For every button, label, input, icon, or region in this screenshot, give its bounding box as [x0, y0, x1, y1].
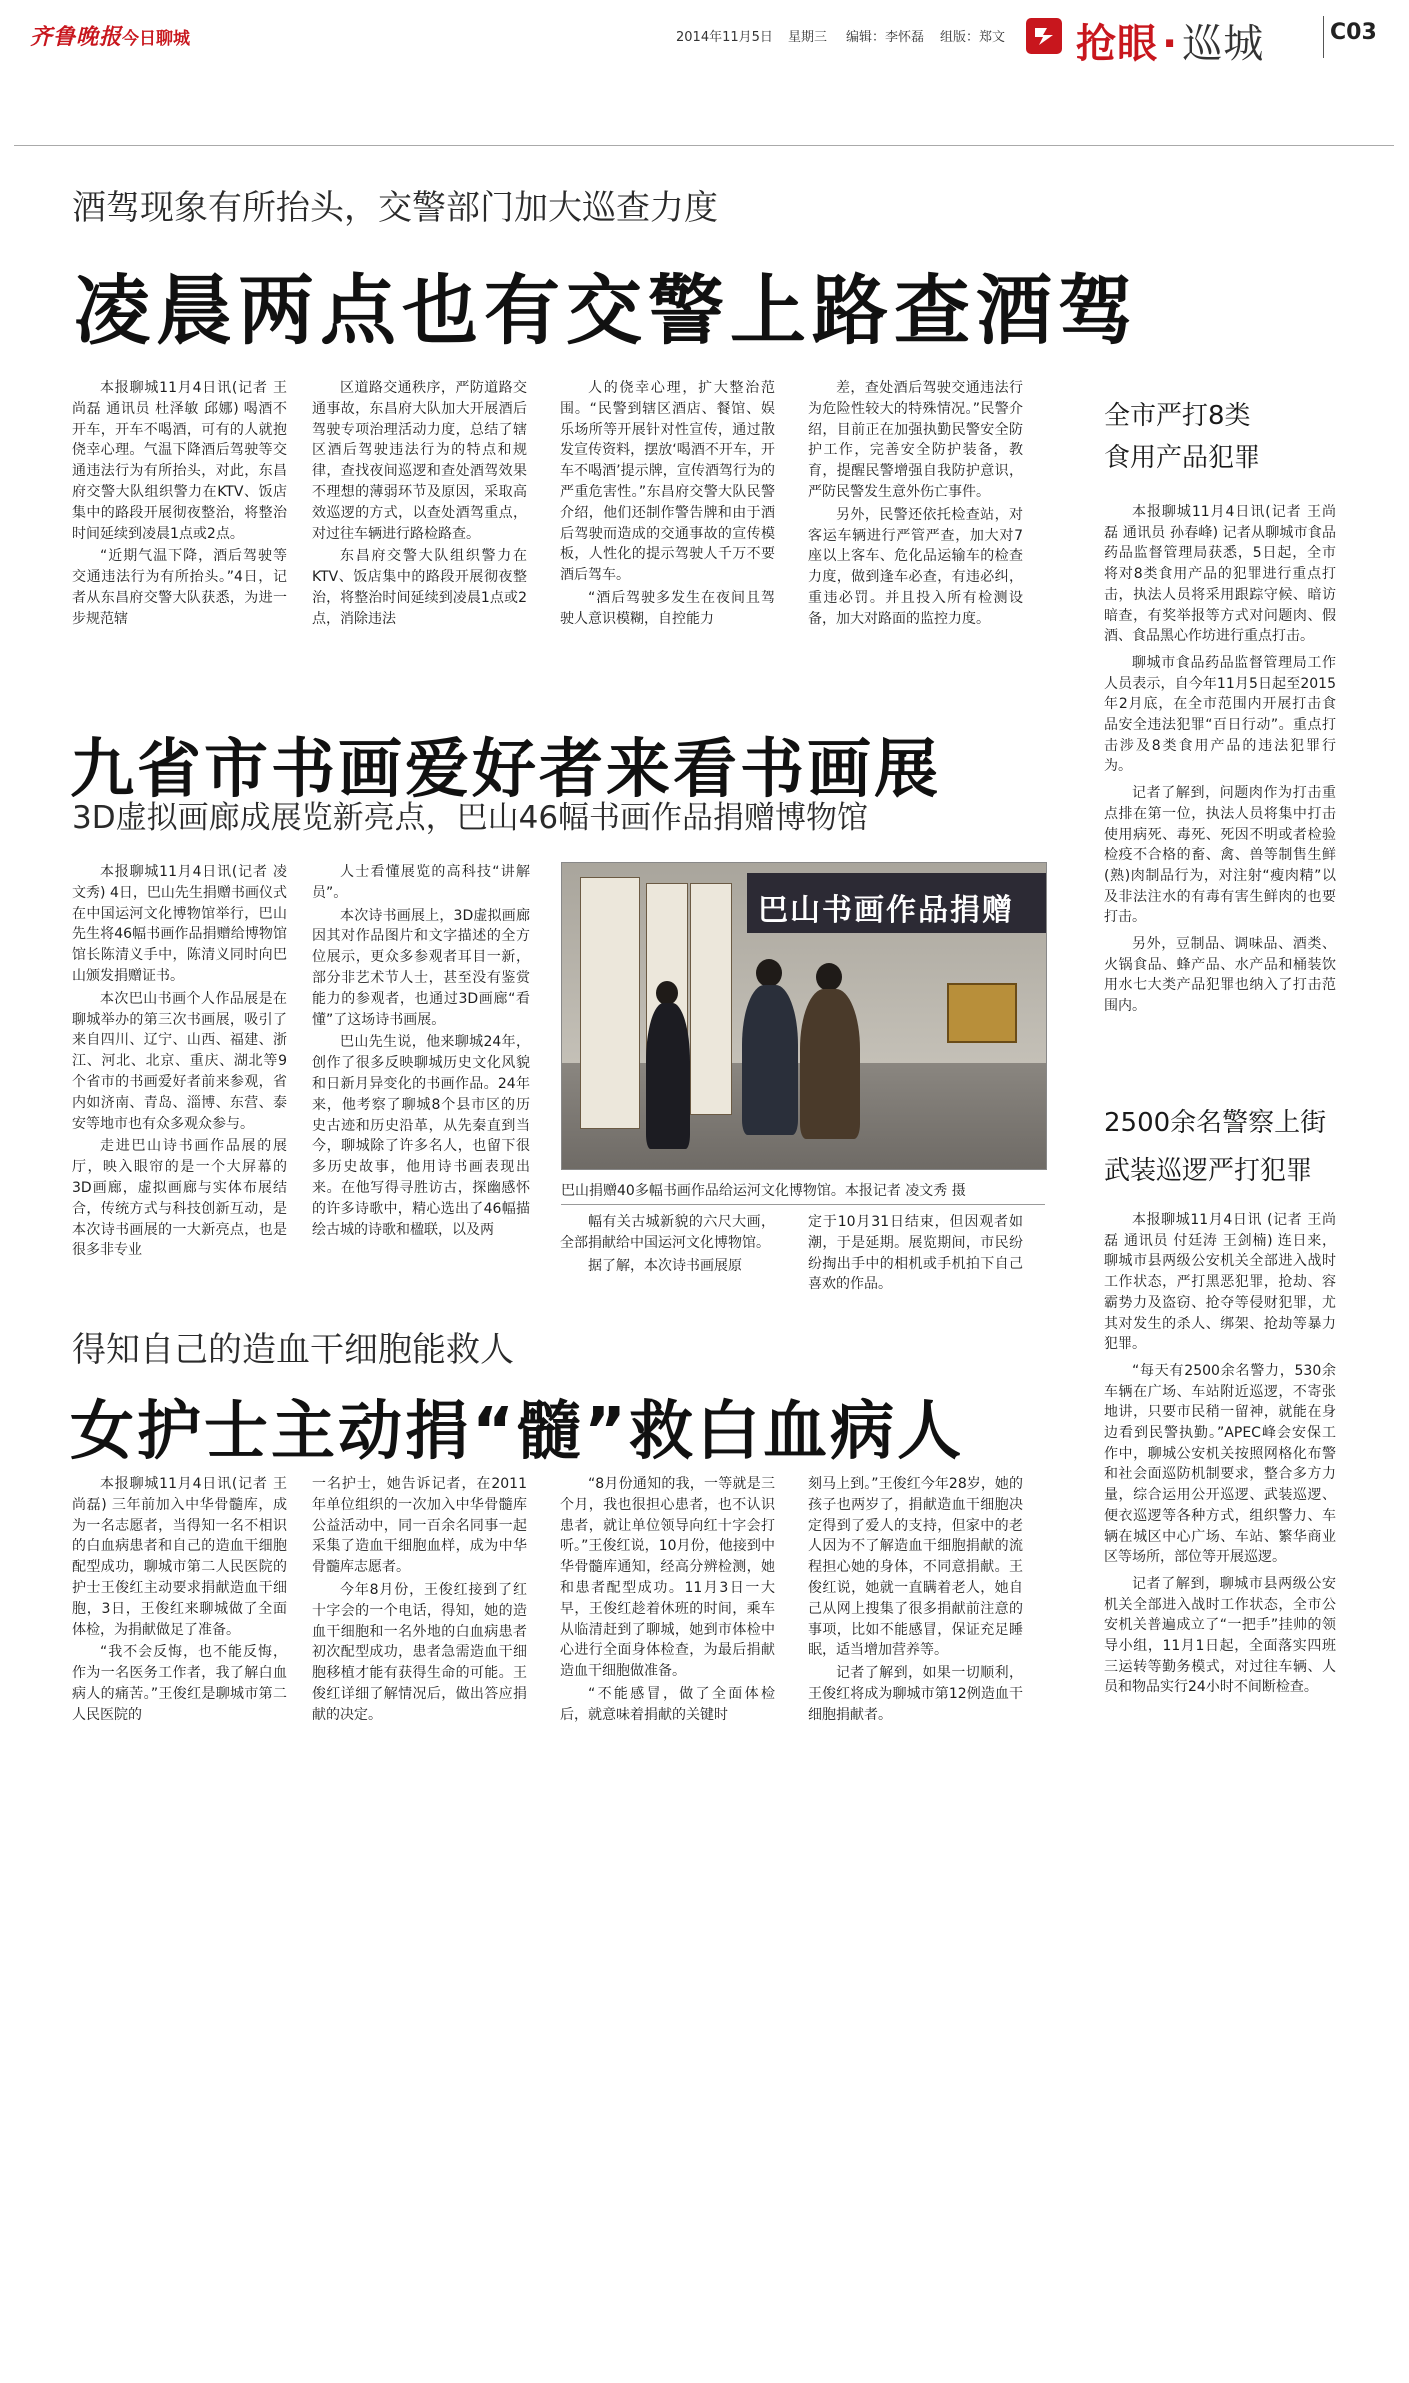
article1-column-2 [312, 378, 527, 688]
paragraph: 记者了解到，问题肉作为打击重点排在第一位，执法人员将集中打击使用病死、毒死、死因不明或者检验检疫不合格的畜、禽、兽等制售生鲜(熟)肉制品行为，对注射“瘦肉精”以及非法注水的有毒有害生鲜肉的也要打击。 [1104, 785, 1336, 926]
article1-column-3 [560, 378, 775, 688]
flag-icon [1033, 26, 1055, 46]
section-name: 抢眼 [1076, 21, 1158, 67]
article2-column-4 [808, 1212, 1023, 1304]
article2-column-2 [312, 862, 530, 1302]
paragraph: “我不会反悔，也不能反悔，作为一名医务工作者，我了解白血病人的痛苦。”王俊红是聊城市第二人民医院的 [72, 1644, 287, 1723]
newspaper-logo: 齐鲁晚报 [30, 24, 123, 50]
sidebar1-body [1104, 502, 1336, 1062]
caption-rule [561, 1204, 1045, 1205]
section-subname: 巡城 [1182, 21, 1265, 67]
article1-kicker: 酒驾现象有所抬头，交警部门加大巡查力度 [72, 188, 718, 228]
section-title [1076, 12, 1264, 69]
article1-headline: 凌晨两点也有交警上路查酒驾 [74, 266, 1140, 355]
sidebar2-title-line2: 武装巡逻严打犯罪 [1104, 1156, 1313, 1186]
photo-caption: 巴山捐赠40多幅书画作品给运河文化博物馆。本报记者 凌文秀 摄 [561, 1183, 966, 1199]
paragraph: 人的侥幸心理，扩大整治范围。“民警到辖区酒店、餐馆、娱乐场所等开展针对性宣传，通过散发宣传资料，摆放‘喝酒不开车，开车不喝酒’提示牌，宣传酒驾行为的严重危害性。”东昌府交警大队民警介绍，他们还制作警告牌和由于酒后驾驶而造成的交通事故的宣传模板，人性化的提示驾驶人千万不要酒后驾车。 [560, 380, 775, 584]
editor-credit: 编辑：李怀磊 [846, 30, 925, 45]
paragraph: 巴山先生说，他来聊城24年，创作了很多反映聊城历史文化风貌和日新月异变化的书画作品。24年来，他考察了聊城8个县市区的历史古迹和历史沿革，从先秦直到当今，聊城除了许多名人，也留下很多历史故事，他用诗书画表现出来。在他写得寻胜访古，探幽感怀的许多诗歌中，精心选出了46幅描绘古城的诗歌和楹联，以及两 [312, 1034, 530, 1238]
sidebar2-body [1104, 1210, 1336, 1800]
person-head [816, 963, 842, 991]
article2-column-3 [560, 1212, 775, 1304]
paragraph: 定于10月31日结束，但因观者如潮，于是延期。展览期间，市民纷纷掏出手中的相机或手机拍下自己喜欢的作品。 [808, 1214, 1023, 1293]
paragraph: 据了解，本次诗书画展原 [588, 1257, 742, 1274]
calligraphy-scroll [690, 883, 732, 1115]
paragraph: 走进巴山诗书画作品展的展厅，映入眼帘的是一个大屏幕的3D画廊，虚拟画廊与实体布展结合，传统方式与科技创新互动，是本次诗书画展的一大新亮点，也是很多非专业 [72, 1138, 287, 1259]
paragraph: 刻马上到。”王俊红今年28岁，她的孩子也两岁了，捐献造血干细胞决定得到了爱人的支持，但家中的老人因为不了解造血干细胞捐献的流程担心她的身体，不同意捐献。王俊红说，她就一直瞒着老人，她自己从网上搜集了很多捐献前注意的事项，比如不能感冒，保证充足睡眠，适当增加营养等。 [808, 1476, 1023, 1659]
article3-column-3 [560, 1474, 775, 1774]
paragraph: 记者了解到，聊城市县两级公安机关全部进入战时工作状态，全市公安机关普遍成立了“一把手”挂帅的领导小组，11月1日起，全面落实四班三运转等勤务模式，对过往车辆、人员和物品实行24小时不间断检查。 [1104, 1575, 1336, 1696]
page-number: C03 [1330, 20, 1377, 45]
paragraph: 东昌府交警大队组织警力在KTV、饭店集中的路段开展彻夜整治，将整治时间延续到凌晨1点或2点，消除违法 [312, 548, 527, 627]
sidebar2-title-line1: 2500余名警察上街 [1104, 1108, 1327, 1138]
article1-column-4 [808, 378, 1023, 688]
person-woman [646, 1003, 690, 1149]
paragraph: 本次诗书画展上，3D虚拟画廊因其对作品图片和文字描述的全方位展示，更众多参观者耳目一新，部分非艺术节人士，甚至没有鉴赏能力的参观者，也通过3D画廊“看懂”了这场诗书画展。 [312, 907, 530, 1028]
paragraph: 一名护士，她告诉记者，在2011年单位组织的一次加入中华骨髓库公益活动中，同一百余名同事一起采集了造血干细胞血样，成为中华骨髓库志愿者。 [312, 1476, 527, 1576]
paragraph: “每天有2500余名警力，530余车辆在广场、车站附近巡逻，不寄张地讲，只要市民稍一留神，就能在身边看到民警执勤。”APEC峰会安保工作中，聊城公安机关按照网格化布警和社会面巡防机制要求，整合多方力量，综合运用公开巡逻、武装巡逻、便衣巡逻等各种方式，组织警力、车辆在城区中心广场、车站、繁华商业区等场所，部位等开展巡逻。 [1104, 1362, 1336, 1566]
paragraph: 聊城市食品药品监督管理局工作人员表示，自今年11月5日起至2015年2月底，在全市范围内开展打击食品安全违法犯罪“百日行动”。重点打击涉及8类食用产品的违法犯罪行为。 [1104, 654, 1336, 775]
paragraph: “不能感冒，做了全面体检后，就意味着捐献的关键时 [560, 1685, 775, 1723]
issue-date: 2014年11月5日 [676, 30, 773, 45]
photo-banner-text: 巴山书画作品捐赠 [758, 893, 1014, 928]
person-man-right [800, 989, 860, 1139]
article1-column-1 [72, 378, 287, 688]
section-separator: · [1162, 21, 1179, 67]
page-number-divider [1323, 16, 1324, 58]
paragraph: 今年8月份，王俊红接到了红十字会的一个电话，得知，她的造血干细胞和一名外地的白血病患者初次配型成功，患者急需造血干细胞移植才能有获得生命的可能。王俊红详细了解情况后，做出答应捐献的决定。 [312, 1581, 527, 1723]
article3-column-4 [808, 1474, 1023, 1774]
paragraph: 另外，豆制品、调味品、酒类、火锅食品、蜂产品、水产品和桶装饮用水七大类产品犯罪也纳入了打击范围内。 [1104, 936, 1336, 1015]
article2-kicker: 3D虚拟画廊成展览新亮点，巴山46幅书画作品捐赠博物馆 [72, 800, 869, 836]
donation-photo [561, 862, 1047, 1170]
paragraph: 本报聊城11月4日讯 (记者 王尚磊 通讯员 付廷涛 王剑楠) 连日来，聊城市县两级公安机关全部进入战时工作状态，严打黑恶犯罪，抢劫、容霸势力及盗窃、抢夺等侵财犯罪，尤其对发生的杀人、绑架、抢劫等暴力犯罪。 [1104, 1212, 1336, 1353]
paragraph: 本报聊城11月4日讯(记者 王尚磊 通讯员 孙春峰) 记者从聊城市食品药品监督管理局获悉，5日起，全市将对8类食用产品的犯罪进行重点打击，执法人员将采用跟踪守候、暗访暗查，有奖举报等方式对问题肉、假酒、食品黑心作坊进行重点打击。 [1104, 504, 1336, 645]
section-badge-icon [1026, 18, 1062, 54]
paragraph: 差，查处酒后驾驶交通违法行为危险性较大的特殊情况。”民警介绍，目前正在加强执勤民警安全防护工作，完善安全防护装备，教育，提醒民警增强自我防护意识，严防民警发生意外伤亡事件。 [808, 380, 1023, 500]
calligraphy-scroll [580, 877, 640, 1129]
layout-credit: 组版：郑文 [940, 30, 1006, 45]
paragraph: 本次巴山书画个人作品展是在聊城举办的第三次书画展，吸引了来自四川、辽宁、山西、福建、浙江、河北、北京、重庆、湖北等9个省市的书画爱好者前来参观，省内如济南、青岛、淄博、东营、泰安等地市也有众多观众参与。 [72, 990, 287, 1132]
paragraph: 另外，民警还依托检查站，对客运车辆进行严管严查，加大对7座以上客车、危化品运输车的检查力度，做到逢车必查，有违必纠，重违必罚。并且投入所有检测设备，加大对路面的监控力度。 [808, 506, 1023, 627]
painting-gift [947, 983, 1017, 1043]
paragraph: 本报聊城11月4日讯(记者 王尚磊) 三年前加入中华骨髓库，成为一名志愿者，当得知一名不相识的白血病患者和自己的造血干细胞配型成功，聊城市第二人民医院的护士王俊红主动要求捐献造血干细胞，3日，王俊红来聊城做了全面体检，为捐献做足了准备。 [72, 1476, 287, 1638]
person-man-left [742, 985, 798, 1135]
article2-column-1 [72, 862, 287, 1302]
paragraph: 人士看懂展览的高科技“讲解员”。 [312, 864, 530, 901]
issue-weekday: 星期三 [788, 30, 828, 45]
paragraph: “酒后驾驶多发生在夜间且驾驶人意识模糊，自控能力 [560, 589, 775, 627]
paragraph: “8月份通知的我，一等就是三个月，我也很担心患者，也不认识患者，就让单位领导向红十字会打听。”王俊红说，10月份，他接到中华骨髓库通知，经高分辨检测，她和患者配型成功。11月3日一大早，王俊红趁着休班的时间，乘车从临清赶到了聊城，她到市体检中心进行全面身体检查，为最后捐献造血干细胞做准备。 [560, 1476, 775, 1680]
article2-headline: 九省市书画爱好者来看书画展 [70, 733, 941, 807]
paragraph: 本报聊城11月4日讯(记者 凌文秀) 4日，巴山先生捐赠书画仪式在中国运河文化博物馆举行，巴山先生将46幅书画作品捐赠给博物馆馆长陈清义手中，陈清义同时向巴山颁发捐赠证书。 [72, 864, 287, 984]
paragraph: 幅有关古城新貌的六尺大画，全部捐献给中国运河文化博物馆。 [560, 1214, 775, 1251]
paragraph: “近期气温下降，酒后驾驶等交通违法行为有所抬头。”4日，记者从东昌府交警大队获悉，为进一步规范辖 [72, 548, 287, 627]
article3-column-1 [72, 1474, 287, 1774]
paragraph: 记者了解到，如果一切顺利，王俊红将成为聊城市第12例造血干细胞捐献者。 [808, 1665, 1023, 1723]
edition-name: 今日聊城 [122, 29, 190, 49]
paragraph: 本报聊城11月4日讯(记者 王尚磊 通讯员 杜泽敏 邱娜) 喝酒不开车，开车不喝酒，可有的人就抱侥幸心理。气温下降酒后驾驶等交通违法行为有所抬头，对此，东昌府交警大队组织警力在KTV、饭店集中的路段开展彻夜整治，将整治时间延续到凌晨1点或2点。 [72, 380, 287, 542]
article3-column-2 [312, 1474, 527, 1774]
person-head [756, 959, 782, 987]
article3-headline: 女护士主动捐“髓”救白血病人 [70, 1395, 965, 1469]
article3-kicker: 得知自己的造血干细胞能救人 [72, 1330, 514, 1370]
sidebar1-title-line1: 全市严打8类 [1104, 401, 1251, 431]
sidebar1-title-line2: 食用产品犯罪 [1104, 443, 1261, 473]
masthead-rule [14, 145, 1394, 146]
person-head [656, 981, 678, 1005]
paragraph: 区道路交通秩序，严防道路交通事故，东昌府大队加大开展酒后驾驶专项治理活动力度，总结了辖区酒后驾驶违法行为的特点和规律，查找夜间巡逻和查处酒驾效果不理想的薄弱环节及原因，采取高效巡逻的方式，以查处酒驾重点，对过往车辆进行路检路查。 [312, 380, 527, 542]
